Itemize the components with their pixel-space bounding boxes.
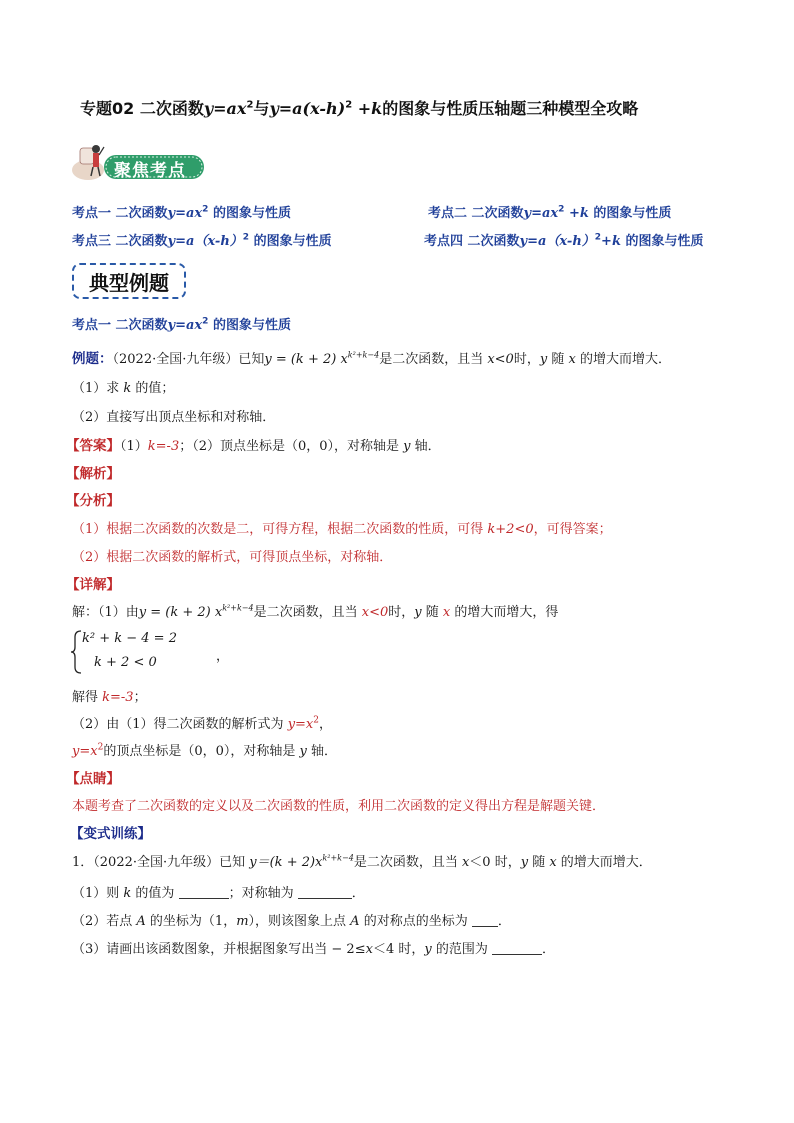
p1-q1-pre: （1）则 bbox=[72, 886, 124, 901]
p1-cond: ＜0 时， bbox=[469, 855, 521, 870]
title-suffix: 的图象与性质压轴题三种模型全攻略 bbox=[382, 99, 639, 118]
p1-q2-end: ． bbox=[497, 914, 511, 929]
p1-q2-mid3: 的对称点的坐标为 bbox=[359, 914, 472, 929]
fenxi-label: 【分析】 bbox=[66, 493, 120, 509]
title-formula-2-tail: +k bbox=[352, 99, 383, 118]
fenxi-1-pre: （1）根据二次函数的次数是二，可得方程，根据二次函数的性质，可得 bbox=[72, 522, 488, 537]
q1-pre: （1）求 bbox=[72, 381, 124, 396]
banner-text: 聚焦考点 bbox=[114, 161, 186, 181]
part2-line-1 bbox=[72, 713, 332, 732]
q1-k: k bbox=[123, 381, 132, 396]
example-x: x bbox=[568, 352, 576, 367]
topic-suffix: 的图象与性质 bbox=[208, 206, 291, 221]
part2b-formula: y=x bbox=[72, 744, 98, 759]
p1-q3-mid: ＜4 时， bbox=[372, 942, 425, 957]
topic-tail: +k bbox=[601, 234, 621, 249]
topic-sup: 2 bbox=[594, 232, 602, 243]
q1-post: 的值； bbox=[131, 381, 175, 396]
note-label: 【点睛】 bbox=[66, 771, 120, 787]
analysis-label: 【解析】 bbox=[66, 466, 120, 482]
page-title bbox=[80, 96, 638, 119]
example-y: y bbox=[539, 352, 548, 367]
topic-suffix: 的图象与性质 bbox=[620, 234, 704, 249]
part2-sup: 2 bbox=[313, 715, 319, 726]
sol-x: x bbox=[442, 605, 451, 620]
topic-suffix: 的图象与性质 bbox=[588, 206, 672, 221]
sys-comma: ， bbox=[216, 649, 230, 664]
p1-pre: 1．（2022·全国·九年级）已知 bbox=[72, 855, 250, 870]
p1-q3-x: x bbox=[365, 942, 373, 957]
question-1 bbox=[72, 377, 174, 396]
topic-sup: 2 bbox=[242, 232, 250, 243]
section-heading-box bbox=[72, 263, 186, 299]
p1-q3-pre: （3）请画出该函数图象，并根据图象写出当 − 2≤ bbox=[72, 942, 366, 957]
title-formula-1: y=ax bbox=[203, 99, 247, 118]
p1-q2-mid2: ），则该图象上点 bbox=[248, 914, 351, 929]
p1-x: x bbox=[461, 855, 470, 870]
note-text: 本题考查了二次函数的定义以及二次函数的性质，利用二次函数的定义得出方程是解题关键． bbox=[72, 799, 606, 814]
p1-q2-m: m bbox=[236, 914, 249, 929]
example-intro-post4: 的增大而增大． bbox=[575, 352, 671, 367]
section-topic-formula: y=ax bbox=[167, 318, 203, 333]
p1-x2: x bbox=[549, 855, 557, 870]
practice-q2 bbox=[72, 910, 511, 929]
p1-q1-k: k bbox=[123, 886, 132, 901]
topic-item-3[interactable] bbox=[72, 230, 332, 249]
p1-q2-pre: （2）若点 bbox=[72, 914, 137, 929]
detail-label: 【详解】 bbox=[66, 577, 120, 593]
section-topic-suffix: 的图象与性质 bbox=[208, 318, 291, 333]
solved-value: k=-3 bbox=[102, 690, 134, 705]
p1-q2-A: A bbox=[136, 914, 146, 929]
sys-line-1-text: k² + k − 4 = 2 bbox=[82, 631, 177, 646]
title-sup-2: 2 bbox=[345, 99, 353, 111]
part2b-tail: 轴． bbox=[306, 744, 337, 759]
section-heading: 典型例题 bbox=[89, 270, 169, 295]
topic-formula: y=ax bbox=[167, 206, 203, 221]
topic-label: 考点四 二次函数 bbox=[424, 234, 520, 249]
p1-y: y bbox=[520, 855, 529, 870]
title-sup: 2 bbox=[246, 99, 254, 111]
answer-1-value: k=-3 bbox=[147, 439, 180, 454]
topic-formula: y=a（x-h） bbox=[167, 234, 243, 249]
sol-pre: 解：（1）由 bbox=[72, 605, 139, 620]
title-prefix: 专题02 二次函数 bbox=[80, 99, 204, 118]
fenxi-1-post: ，可得答案； bbox=[533, 522, 612, 537]
section-topic-sup: 2 bbox=[202, 316, 209, 327]
part2-pre: （2）由（1）得二次函数的解析式为 bbox=[72, 717, 288, 732]
sol-y: y bbox=[414, 605, 422, 620]
answer-1-pre: （1） bbox=[120, 439, 148, 454]
example-intro-post2: 时， bbox=[513, 352, 540, 367]
answer-blank-point[interactable] bbox=[472, 913, 498, 927]
example-formula: y = (k + 2) x bbox=[264, 352, 348, 367]
topic-sup: 2 bbox=[202, 204, 209, 215]
solved-line bbox=[72, 686, 147, 705]
sol-post4: 的增大而增大，得 bbox=[450, 605, 559, 620]
topic-sup: 2 bbox=[558, 204, 565, 215]
topic-item-4[interactable] bbox=[424, 230, 703, 249]
topic-formula: y=a（x-h） bbox=[519, 234, 595, 249]
sys-line-2-text: k + 2 < 0 bbox=[94, 655, 157, 670]
topic-formula: y=ax bbox=[523, 206, 559, 221]
p1-post3: 的增大而增大． bbox=[556, 855, 652, 870]
part2b-post: 的顶点坐标是（0，0），对称轴是 bbox=[103, 744, 300, 759]
sol-post2: 时， bbox=[388, 605, 415, 620]
p1-q2-A2: A bbox=[350, 914, 360, 929]
answer-blank-range[interactable] bbox=[492, 941, 542, 955]
solution-line-1 bbox=[72, 601, 558, 620]
answer-y: y bbox=[403, 439, 411, 454]
person-head-icon bbox=[92, 145, 100, 153]
p1-q2-mid: 的坐标为（1， bbox=[145, 914, 237, 929]
example-cond: x<0 bbox=[487, 352, 514, 367]
p1-post2: 随 bbox=[528, 855, 550, 870]
equation-system bbox=[70, 629, 270, 675]
example-intro bbox=[72, 347, 671, 367]
solved-pre: 解得 bbox=[72, 690, 103, 705]
focus-banner bbox=[70, 142, 210, 184]
section-topic-1 bbox=[72, 314, 291, 333]
fenxi-1-cond: k+2<0 bbox=[487, 522, 534, 537]
practice-label: 【变式训练】 bbox=[70, 826, 151, 842]
practice-q1 bbox=[72, 882, 365, 901]
topic-label: 考点三 二次函数 bbox=[72, 234, 168, 249]
sol-exponent: k²+k−4 bbox=[222, 603, 254, 613]
answer-blank-axis[interactable] bbox=[298, 885, 352, 899]
example-label: 例题： bbox=[72, 351, 113, 367]
topic-item-2[interactable] bbox=[428, 202, 671, 221]
p1-q3-end: ． bbox=[541, 942, 555, 957]
section-topic-label: 考点一 二次函数 bbox=[72, 318, 168, 333]
answer-tail: 轴． bbox=[410, 439, 441, 454]
p1-formula: y＝(k + 2)x bbox=[249, 855, 323, 870]
p1-q1-end: ． bbox=[351, 886, 365, 901]
example-intro-post3: 随 bbox=[547, 352, 569, 367]
sys-line-1 bbox=[82, 631, 177, 646]
sys-line-2 bbox=[94, 655, 157, 670]
practice-problem-1 bbox=[72, 851, 652, 870]
sol-post3: 随 bbox=[421, 605, 443, 620]
solved-post: ； bbox=[133, 690, 147, 705]
answer-2: ；（2）顶点坐标是（0，0），对称轴是 bbox=[179, 439, 404, 454]
practice-q3 bbox=[72, 938, 555, 957]
p1-q3-mid2: 的范围为 bbox=[431, 942, 492, 957]
question-2: （2）直接写出顶点坐标和对称轴． bbox=[72, 410, 276, 425]
title-mid: 与 bbox=[253, 99, 270, 118]
part2b-sup: 2 bbox=[97, 742, 104, 753]
part2-formula: y=x bbox=[287, 717, 314, 732]
topic-suffix: 的图象与性质 bbox=[249, 234, 332, 249]
answer-label: 【答案】 bbox=[66, 438, 120, 454]
p1-q1-mid2: ；对称轴为 bbox=[228, 886, 298, 901]
example-intro-pre: （2022·全国·九年级）已知 bbox=[112, 352, 265, 367]
title-formula-2: y=a(x-h) bbox=[269, 99, 346, 118]
topic-label: 考点一 二次函数 bbox=[72, 206, 168, 221]
sol-post: 是二次函数，且当 bbox=[253, 605, 362, 620]
fenxi-line-1 bbox=[72, 518, 612, 537]
answer-blank-k[interactable] bbox=[179, 885, 229, 899]
p1-exponent: k²+k−4 bbox=[322, 853, 354, 863]
topic-label: 考点二 二次函数 bbox=[428, 206, 524, 221]
topic-item-1[interactable] bbox=[72, 202, 291, 221]
p1-q3-y: y bbox=[424, 942, 432, 957]
sol-cond: x<0 bbox=[361, 605, 389, 620]
answer-line bbox=[66, 434, 441, 454]
example-intro-post: 是二次函数，且当 bbox=[379, 352, 488, 367]
p1-post: 是二次函数，且当 bbox=[353, 855, 462, 870]
part2-line-2 bbox=[72, 740, 337, 759]
fenxi-line-2: （2）根据二次函数的解析式，可得顶点坐标，对称轴． bbox=[72, 550, 393, 565]
p1-q1-mid: 的值为 bbox=[131, 886, 179, 901]
topic-tail: +k bbox=[564, 206, 589, 221]
example-exponent: k²+k−4 bbox=[347, 350, 380, 360]
part2b-y: y bbox=[299, 744, 307, 759]
sol-formula: y = (k + 2) x bbox=[138, 605, 223, 620]
part2-post: ， bbox=[319, 717, 333, 732]
